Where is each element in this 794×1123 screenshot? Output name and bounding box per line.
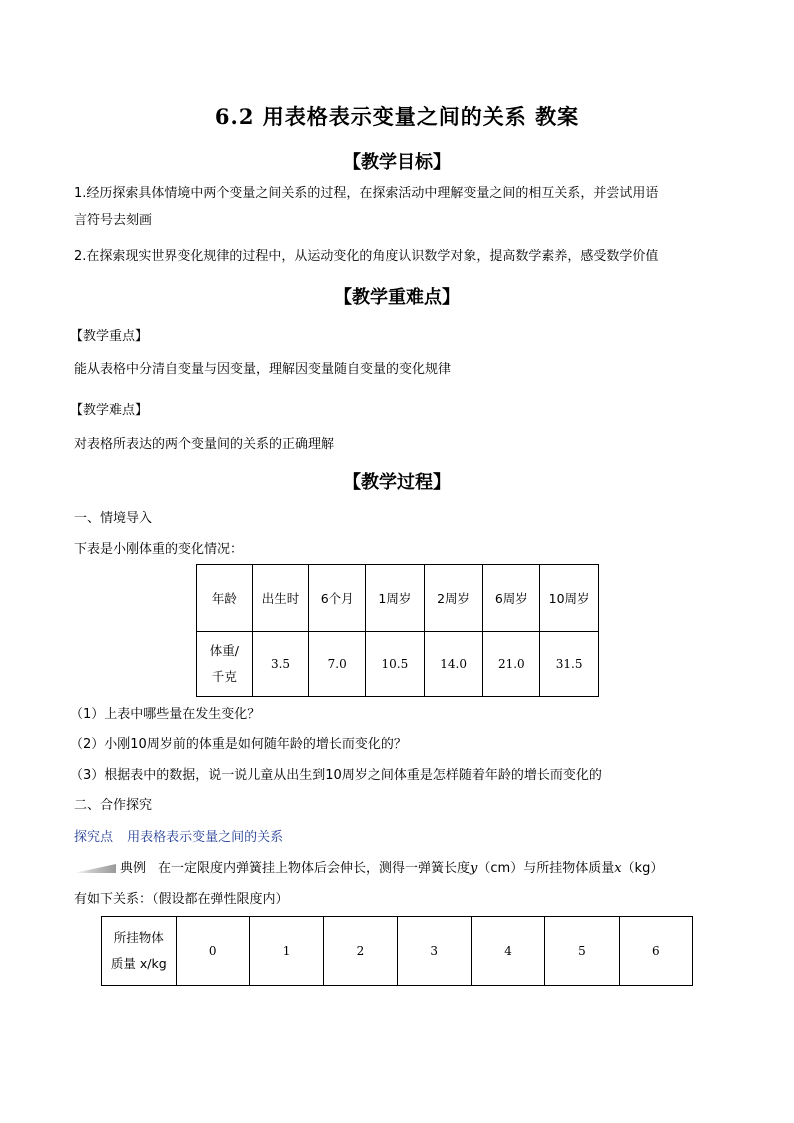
table-cell: 1周岁 [366, 565, 425, 632]
weight-table [196, 564, 599, 697]
difficulty-text: 对表格所表达的两个变量间的关系的正确理解 [74, 437, 335, 452]
table-cell: 4 [471, 917, 544, 986]
table-cell: 出生时 [252, 565, 309, 632]
weight-table-row-age [197, 565, 599, 632]
table-cell: 10周岁 [540, 565, 599, 632]
example-marker-icon [74, 864, 116, 873]
question-1: （1）上表中哪些量在发生变化？ [70, 707, 261, 722]
objective-2: 2.在探索现实世界变化规律的过程中，从运动变化的角度认识数学对象，提高数学素养，感受数学价值 [74, 249, 659, 264]
focus-tag: 【教学重点】 [70, 329, 149, 344]
example-var-x: x [614, 861, 622, 876]
explore-label: 探究点 [74, 830, 114, 845]
objective-1 [74, 180, 734, 234]
table-cell: 2周岁 [424, 565, 483, 632]
part2-heading: 二、合作探究 [74, 798, 153, 813]
difficulty-tag: 【教学难点】 [70, 403, 149, 418]
table-header-weight [197, 632, 253, 697]
table-cell: 7.0 [309, 632, 366, 697]
objective-1-line1: 1.经历探索具体情境中两个变量之间关系的过程，在探索活动中理解变量之间的相互关系，并尝试用语 [74, 186, 659, 201]
table-cell: 1 [249, 917, 323, 986]
table-cell: 10.5 [366, 632, 425, 697]
weight-table-row-weight [197, 632, 599, 697]
objectives-heading: 【教学目标】 [343, 152, 451, 173]
example-var-y: y [470, 861, 478, 876]
table-intro: 下表是小刚体重的变化情况： [74, 542, 244, 557]
explore-point [74, 824, 734, 851]
page-title: 6.2 用表格表示变量之间的关系 教案 [214, 104, 580, 129]
table-cell: 0 [176, 917, 249, 986]
spring-table-row-mass [102, 917, 693, 986]
table-header-age: 年龄 [197, 565, 253, 632]
table-cell: 31.5 [540, 632, 599, 697]
question-2: （2）小刚10周岁前的体重是如何随年龄的增长而变化的？ [70, 737, 407, 752]
keypoints-heading: 【教学重难点】 [334, 287, 460, 308]
table-cell: 3 [397, 917, 471, 986]
objective-1-line2: 言符号去刻画 [74, 213, 153, 228]
example-text-a: 在一定限度内弹簧挂上物体后会伸长，测得一弹簧长度 [158, 861, 471, 876]
example-text-b: （cm）与所挂物体质量 [477, 861, 615, 876]
example-line [74, 855, 754, 882]
process-heading: 【教学过程】 [343, 472, 451, 493]
table-cell: 2 [324, 917, 397, 986]
example-text-c: （kg） [621, 861, 664, 876]
table-header-weight-line1: 体重/ [209, 643, 239, 658]
table-cell: 6周岁 [483, 565, 540, 632]
explore-title: 用表格表示变量之间的关系 [127, 830, 284, 845]
part1-heading: 一、情境导入 [74, 511, 153, 526]
table-header-mass-line2: 质量 x/kg [110, 956, 167, 971]
table-header-mass [102, 917, 177, 986]
question-3: （3）根据表中的数据，说一说儿童从出生到10周岁之间体重是怎样随着年龄的增长而变化的 [70, 768, 602, 783]
spring-table [101, 916, 693, 986]
example-label: 典例 [120, 861, 147, 876]
table-cell: 6个月 [309, 565, 366, 632]
table-cell: 5 [545, 917, 619, 986]
table-cell: 14.0 [424, 632, 483, 697]
table-cell: 6 [619, 917, 692, 986]
example-line2: 有如下关系：（假设都在弹性限度内） [74, 892, 289, 907]
focus-text: 能从表格中分清自变量与因变量，理解因变量随自变量的变化规律 [74, 362, 452, 377]
table-header-weight-line2: 千克 [211, 669, 237, 684]
table-header-mass-line1: 所挂物体 [113, 930, 164, 945]
table-cell: 3.5 [252, 632, 309, 697]
table-cell: 21.0 [483, 632, 540, 697]
